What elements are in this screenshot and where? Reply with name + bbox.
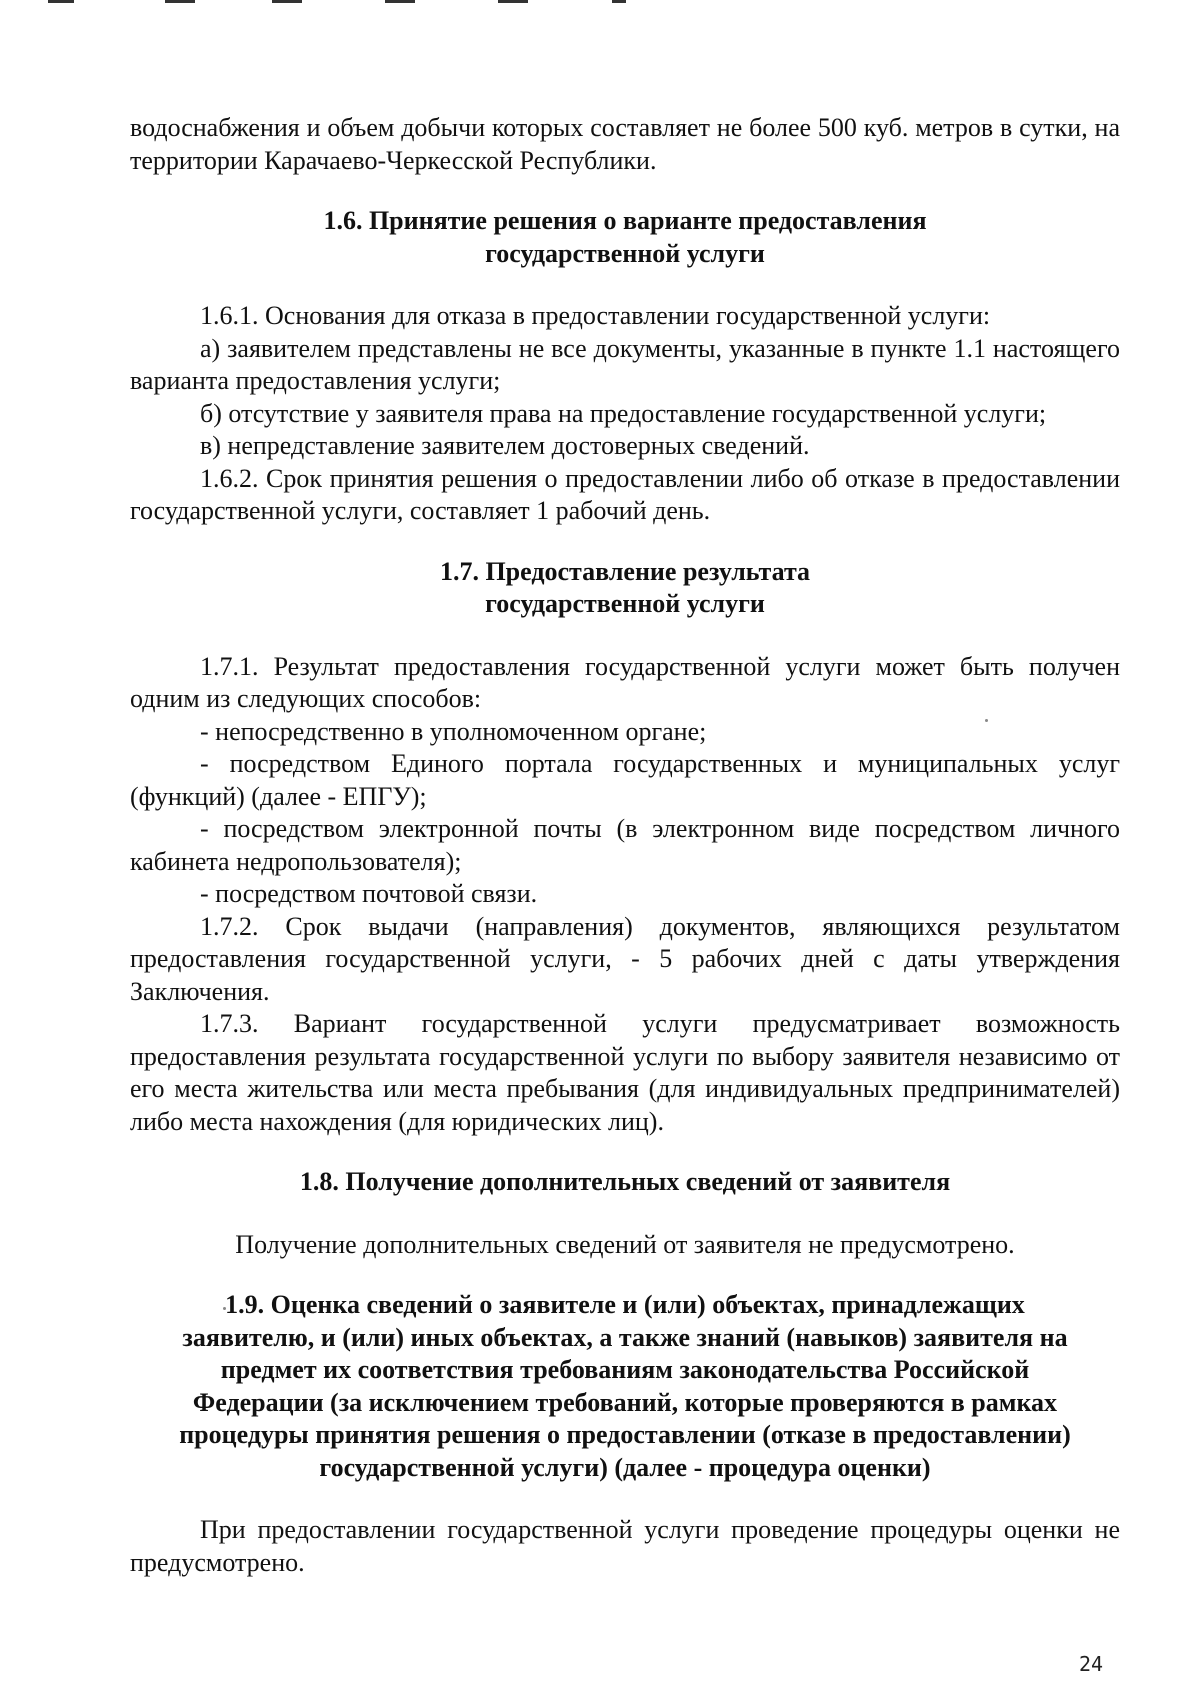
paragraph-intro: водоснабжения и объем добычи которых составляет не более 500 куб. метров в сутки, на территории Карачаево-Черкесской Республики.	[130, 113, 1120, 175]
paragraph-1-7-3: 1.7.3. Вариант государственной услуги предусматривает возможность предоставления результата государственной услуги по выбору заявителя независимо от его места жительства или места пребывания (для индивидуальных предпринимателей) либо места нахождения (для юридических лиц).	[130, 1009, 1120, 1136]
list-item-1-6-1-b: б) отсутствие у заявителя права на предоставление государственной услуги;	[200, 398, 1047, 428]
paragraph-1-6-1: 1.6.1. Основания для отказа в предоставлении государственной услуги:	[200, 301, 991, 330]
heading-1-7-line-2: государственной услуги	[485, 589, 765, 618]
list-item-1-7-1-d: - посредством почтовой связи.	[200, 879, 538, 908]
paragraph-1-8: Получение дополнительных сведений от заявителя не предусмотрено.	[235, 1229, 1015, 1259]
heading-1-9-line-5: процедуры принятия решения о предоставлении (отказе в предоставлении)	[179, 1420, 1071, 1449]
paragraph-1-9: При предоставлении государственной услуги проведение процедуры оценки не предусмотрено.	[130, 1515, 1120, 1577]
heading-1-9-line-3: предмет их соответствия требованиям законодательства Российской	[220, 1355, 1030, 1384]
list-item-1-6-1-a: а) заявителем представлены не все документы, указанные в пункте 1.1 настоящего варианта предоставления услуги;	[130, 333, 1120, 395]
heading-1-9-line-1: 1.9. Оценка сведений о заявителе и (или) объектах, принадлежащих	[225, 1290, 1025, 1319]
list-item-1-7-1-a: - непосредственно в уполномоченном органе;	[200, 716, 707, 746]
heading-1-6-line-2: государственной услуги	[485, 238, 765, 268]
heading-1-8: 1.8. Получение дополнительных сведений от заявителя	[299, 1167, 951, 1196]
list-item-1-6-1-c: в) непредставление заявителем достоверных сведений.	[200, 431, 810, 460]
page-number: 24	[1079, 1652, 1104, 1676]
heading-1-7-line-1: 1.7. Предоставление результата	[439, 556, 811, 586]
scan-top-edge-marks	[0, 0, 1200, 8]
document-page	[130, 112, 1120, 1579]
paragraph-1-7-2: 1.7.2. Срок выдачи (направления) документов, являющихся результатом предоставления государственной услуги, - 5 рабочих дней с даты утверждения Заключения.	[130, 911, 1120, 1006]
list-item-1-7-1-b: - посредством Единого портала государственных и муниципальных услуг (функций) (далее - ЕПГУ);	[130, 749, 1120, 811]
paragraph-1-6-2: 1.6.2. Срок принятия решения о предоставлении либо об отказе в предоставлении государственной услуги, составляет 1 рабочий день.	[130, 463, 1120, 525]
paragraph-1-7-1: 1.7.1. Результат предоставления государственной услуги может быть получен одним из следующих способов:	[130, 651, 1120, 713]
list-item-1-7-1-c: - посредством электронной почты (в электронном виде посредством личного кабинета недропользователя);	[130, 814, 1120, 876]
heading-1-9-line-2: заявителю, и (или) иных объектах, а также знаний (навыков) заявителя на	[182, 1322, 1068, 1352]
heading-1-6-line-1: 1.6. Принятие решения о варианте предоставления	[323, 206, 927, 235]
heading-1-9-line-4: Федерации (за исключением требований, которые проверяются в рамках	[192, 1387, 1058, 1417]
heading-1-9-line-6: государственной услуги) (далее - процедура оценки)	[319, 1452, 931, 1482]
